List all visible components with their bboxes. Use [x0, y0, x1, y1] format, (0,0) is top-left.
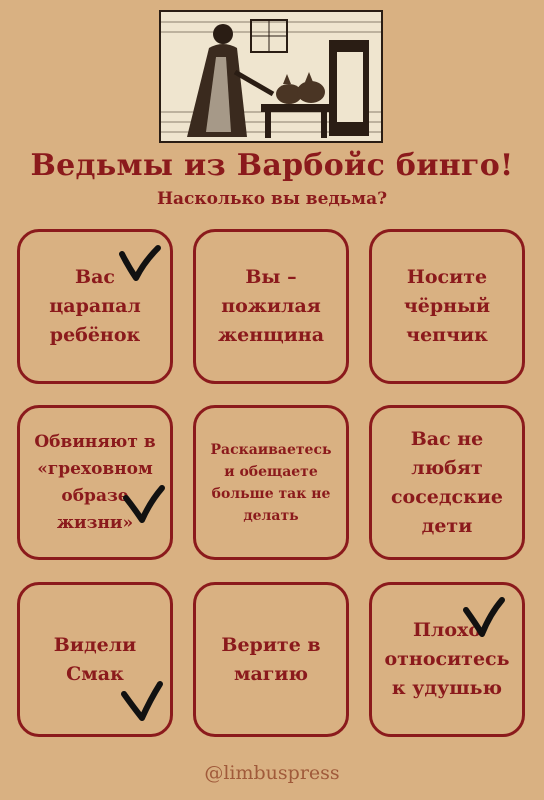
bingo-cell-text: Вас не любят соседские дети: [390, 427, 504, 537]
bingo-cell[interactable]: [17, 405, 173, 560]
footer-handle: @limbuspress: [204, 762, 340, 784]
bingo-cell[interactable]: [369, 229, 525, 384]
bingo-cell[interactable]: [193, 405, 349, 560]
bingo-cell-text: Вас царапал ребёнок: [49, 266, 141, 346]
woodcut-illustration: [159, 10, 383, 143]
bingo-cell[interactable]: [369, 405, 525, 560]
page-title: Ведьмы из Варбойс бинго!: [30, 148, 514, 183]
bingo-cell[interactable]: [193, 229, 349, 384]
checkmark-icon: [118, 244, 162, 284]
bingo-cell[interactable]: [193, 582, 349, 737]
checkmark-icon: [462, 596, 506, 640]
checkmark-icon: [122, 484, 166, 526]
bingo-cell-text: Вы – пожилая женщина: [217, 266, 325, 346]
bingo-cell-text: Верите в магию: [221, 633, 321, 685]
bingo-cell-text: Носите чёрный чепчик: [403, 266, 491, 346]
bingo-cell-text: Плохо относитесь к удушью: [384, 619, 510, 699]
bingo-cell-text: Раскаиваетесь и обещаете больше так не делать: [210, 441, 332, 524]
bingo-cell-text: Обвиняют в «греховном образе жизни»: [34, 431, 156, 533]
page-subtitle: Насколько вы ведьма?: [156, 189, 388, 209]
checkmark-icon: [120, 680, 164, 724]
bingo-cell-text: Видели Смак: [53, 633, 137, 685]
